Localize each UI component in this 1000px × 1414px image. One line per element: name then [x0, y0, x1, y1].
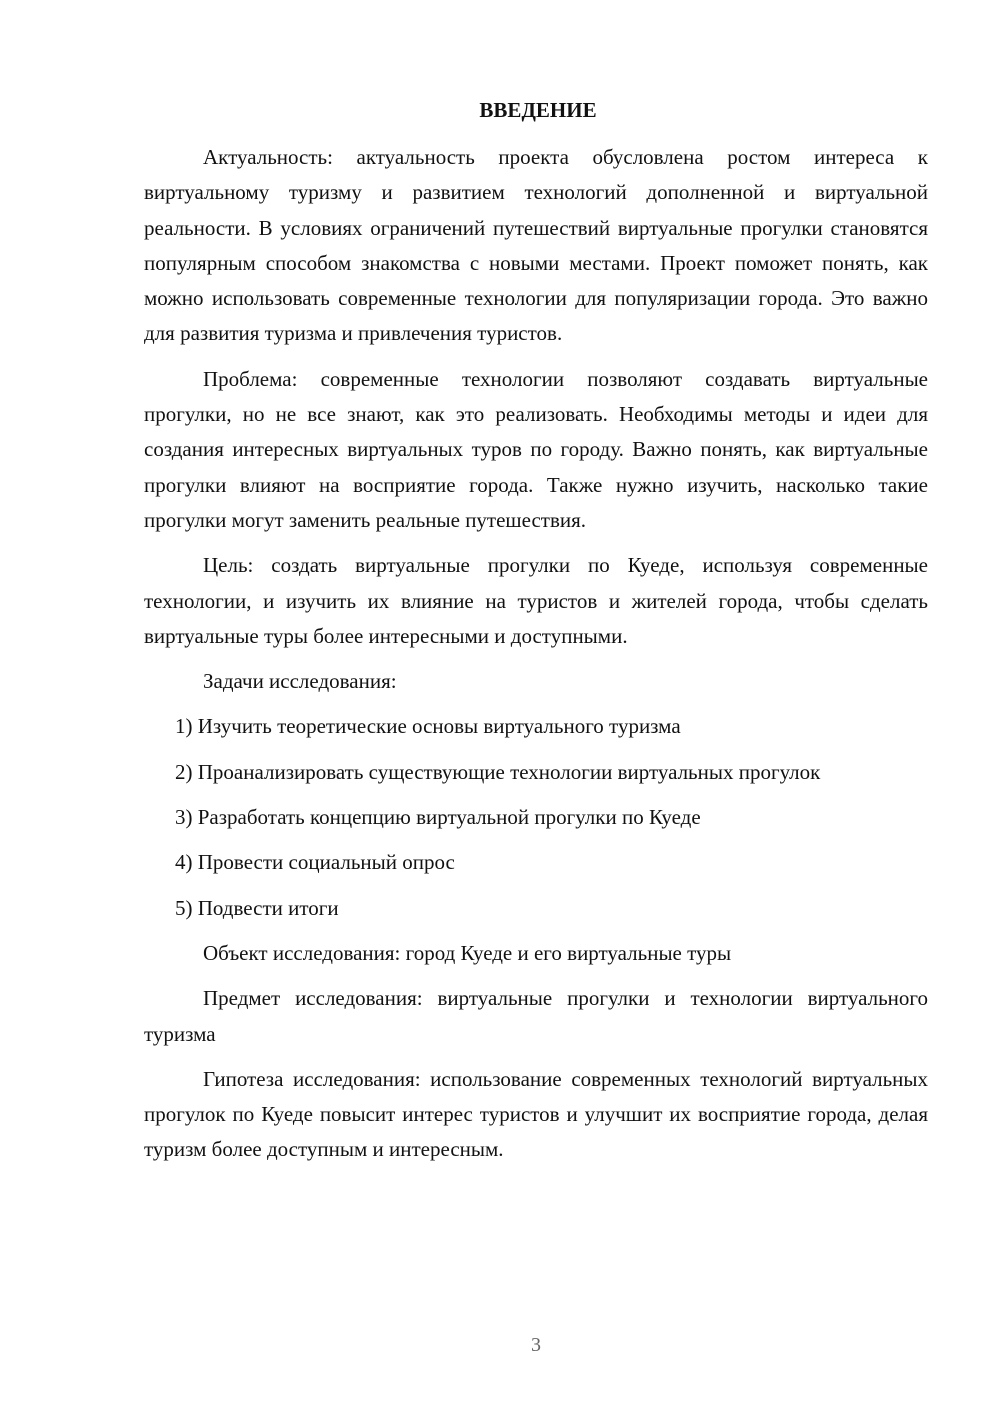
goal-paragraph: Цель: создать виртуальные прогулки по Куеде, используя современные технологии, и изучить их влияние на туристов и жителей города, чтобы сделать виртуальные туры более интересными и доступными.	[144, 553, 928, 648]
page-title: ВВЕДЕНИЕ	[479, 98, 597, 122]
task-item-4: 4) Провести социальный опрос	[175, 850, 455, 875]
task-item-2: 2) Проанализировать существующие технологии виртуальных прогулок	[175, 759, 821, 784]
relevance-paragraph: Актуальность: актуальность проекта обусловлена ростом интереса к виртуальному туризму и развитием технологий дополненной и виртуальной реальности. В условиях ограничений путешествий виртуальные прогулки становятся популярным способом знакомства с новыми местами. Проект поможет понять, как можно использовать современные технологии для популяризации города. Это важно для развития туризма и привлечения туристов.	[144, 145, 928, 346]
task-item-1: 1) Изучить теоретические основы виртуального туризма	[175, 714, 681, 739]
document-body	[144, 94, 928, 1178]
page-number: 3	[531, 1334, 541, 1356]
task-item-5: 5) Подвести итоги	[175, 895, 339, 920]
hypothesis-paragraph: Гипотеза исследования: использование современных технологий виртуальных прогулок по Куеде повысит интерес туристов и улучшит их восприятие города, делая туризм более доступным и интересным.	[144, 1066, 928, 1162]
subject-paragraph: Предмет исследования: виртуальные прогулки и технологии виртуального туризма	[144, 986, 928, 1046]
tasks-heading: Задачи исследования:	[203, 669, 397, 694]
task-item-3: 3) Разработать концепцию виртуальной прогулки по Куеде	[175, 805, 701, 830]
object-paragraph: Объект исследования: город Куеде и его виртуальные туры	[203, 940, 732, 965]
problem-paragraph: Проблема: современные технологии позволяют создавать виртуальные прогулки, но не все знают, как это реализовать. Необходимы методы и идеи для создания интересных виртуальных туров по городу. Важно понять, как виртуальные прогулки влияют на восприятие города. Также нужно изучить, насколько такие прогулки могут заменить реальные путешествия.	[144, 366, 928, 532]
